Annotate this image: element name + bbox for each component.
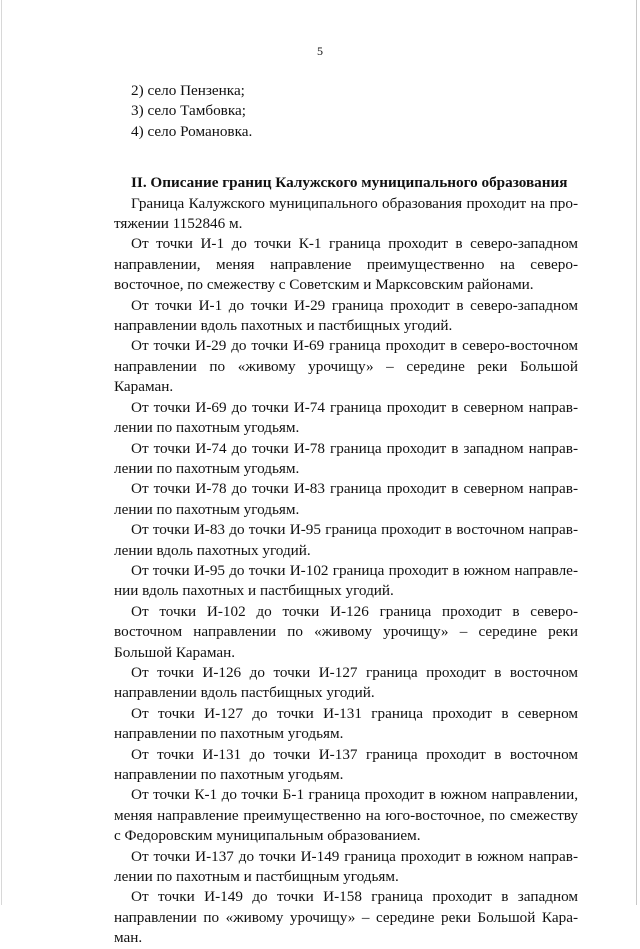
paragraph: От точки И-29 до точки И-69 граница проходит в северо-восточном направлении по «живому урочищу» – середине реки Большой Караман. xyxy=(114,337,578,396)
paragraph: От точки И-74 до точки И-78 граница проходит в западном направлении по пахотным угодьям. xyxy=(114,439,578,477)
paragraph: От точки И-95 до точки И-102 граница проходит в южном направлении вдоль пахотных и пастбищных угодий. xyxy=(114,561,578,600)
paragraph: От точки И-137 до точки И-149 граница проходит в южном направлении по пахотным и пастбищным угодьям. xyxy=(114,847,578,886)
paragraph: От точки И-78 до точки И-83 граница проходит в северном направлении по пахотным угодьям. xyxy=(114,480,578,518)
scan-edge-left xyxy=(1,0,2,905)
list-item: 4) село Романовка. xyxy=(131,122,253,140)
paragraph: От точки И-126 до точки И-127 граница проходит в восточном направлении вдоль пастбищных угодий. xyxy=(114,663,578,702)
scan-edge-right xyxy=(636,0,637,905)
paragraph: От точки И-102 до точки И-126 граница проходит в северо-восточном направлении по «живому урочищу» – середине реки Большой Караман. xyxy=(114,602,578,661)
document-body xyxy=(114,81,578,949)
paragraph: От точки И-1 до точки К-1 граница проходит в северо-западном направлении, меняя направление преимущественно на северо-восточное, по смежеству с Советским и Марксовским районами. xyxy=(114,235,578,294)
paragraph: От точки И-69 до точки И-74 граница проходит в северном направлении по пахотным угодьям. xyxy=(114,398,578,437)
list-item: 2) село Пензенка; xyxy=(131,82,245,99)
paragraph: От точки К-1 до точки Б-1 граница проходит в южном направлении, меняя направление преимущественно на юго-восточное, по смежеству с Федоровским муниципальным образованием. xyxy=(114,786,578,845)
page-number: 5 xyxy=(317,44,323,58)
list-item: 3) село Тамбовка; xyxy=(131,102,246,120)
paragraph: Граница Калужского муниципального образования проходит на протяжении 1152846 м. xyxy=(114,194,578,233)
paragraph: От точки И-149 до точки И-158 граница проходит в западном направлении по «живому урочищу» – середине реки Большой Караман. xyxy=(114,888,578,947)
paragraph: От точки И-131 до точки И-137 граница проходит в восточном направлении по пахотным угодьям. xyxy=(114,745,578,783)
paragraph: От точки И-1 до точки И-29 граница проходит в северо-западном направлении вдоль пахотных и пастбищных угодий. xyxy=(114,296,578,335)
section-heading: II. Описание границ Калужского муниципального образования xyxy=(131,174,568,192)
paragraph: От точки И-127 до точки И-131 граница проходит в северном направлении по пахотным угодьям. xyxy=(114,704,578,743)
paragraph: От точки И-83 до точки И-95 граница проходит в восточном направлении вдоль пахотных угодий. xyxy=(114,521,578,559)
